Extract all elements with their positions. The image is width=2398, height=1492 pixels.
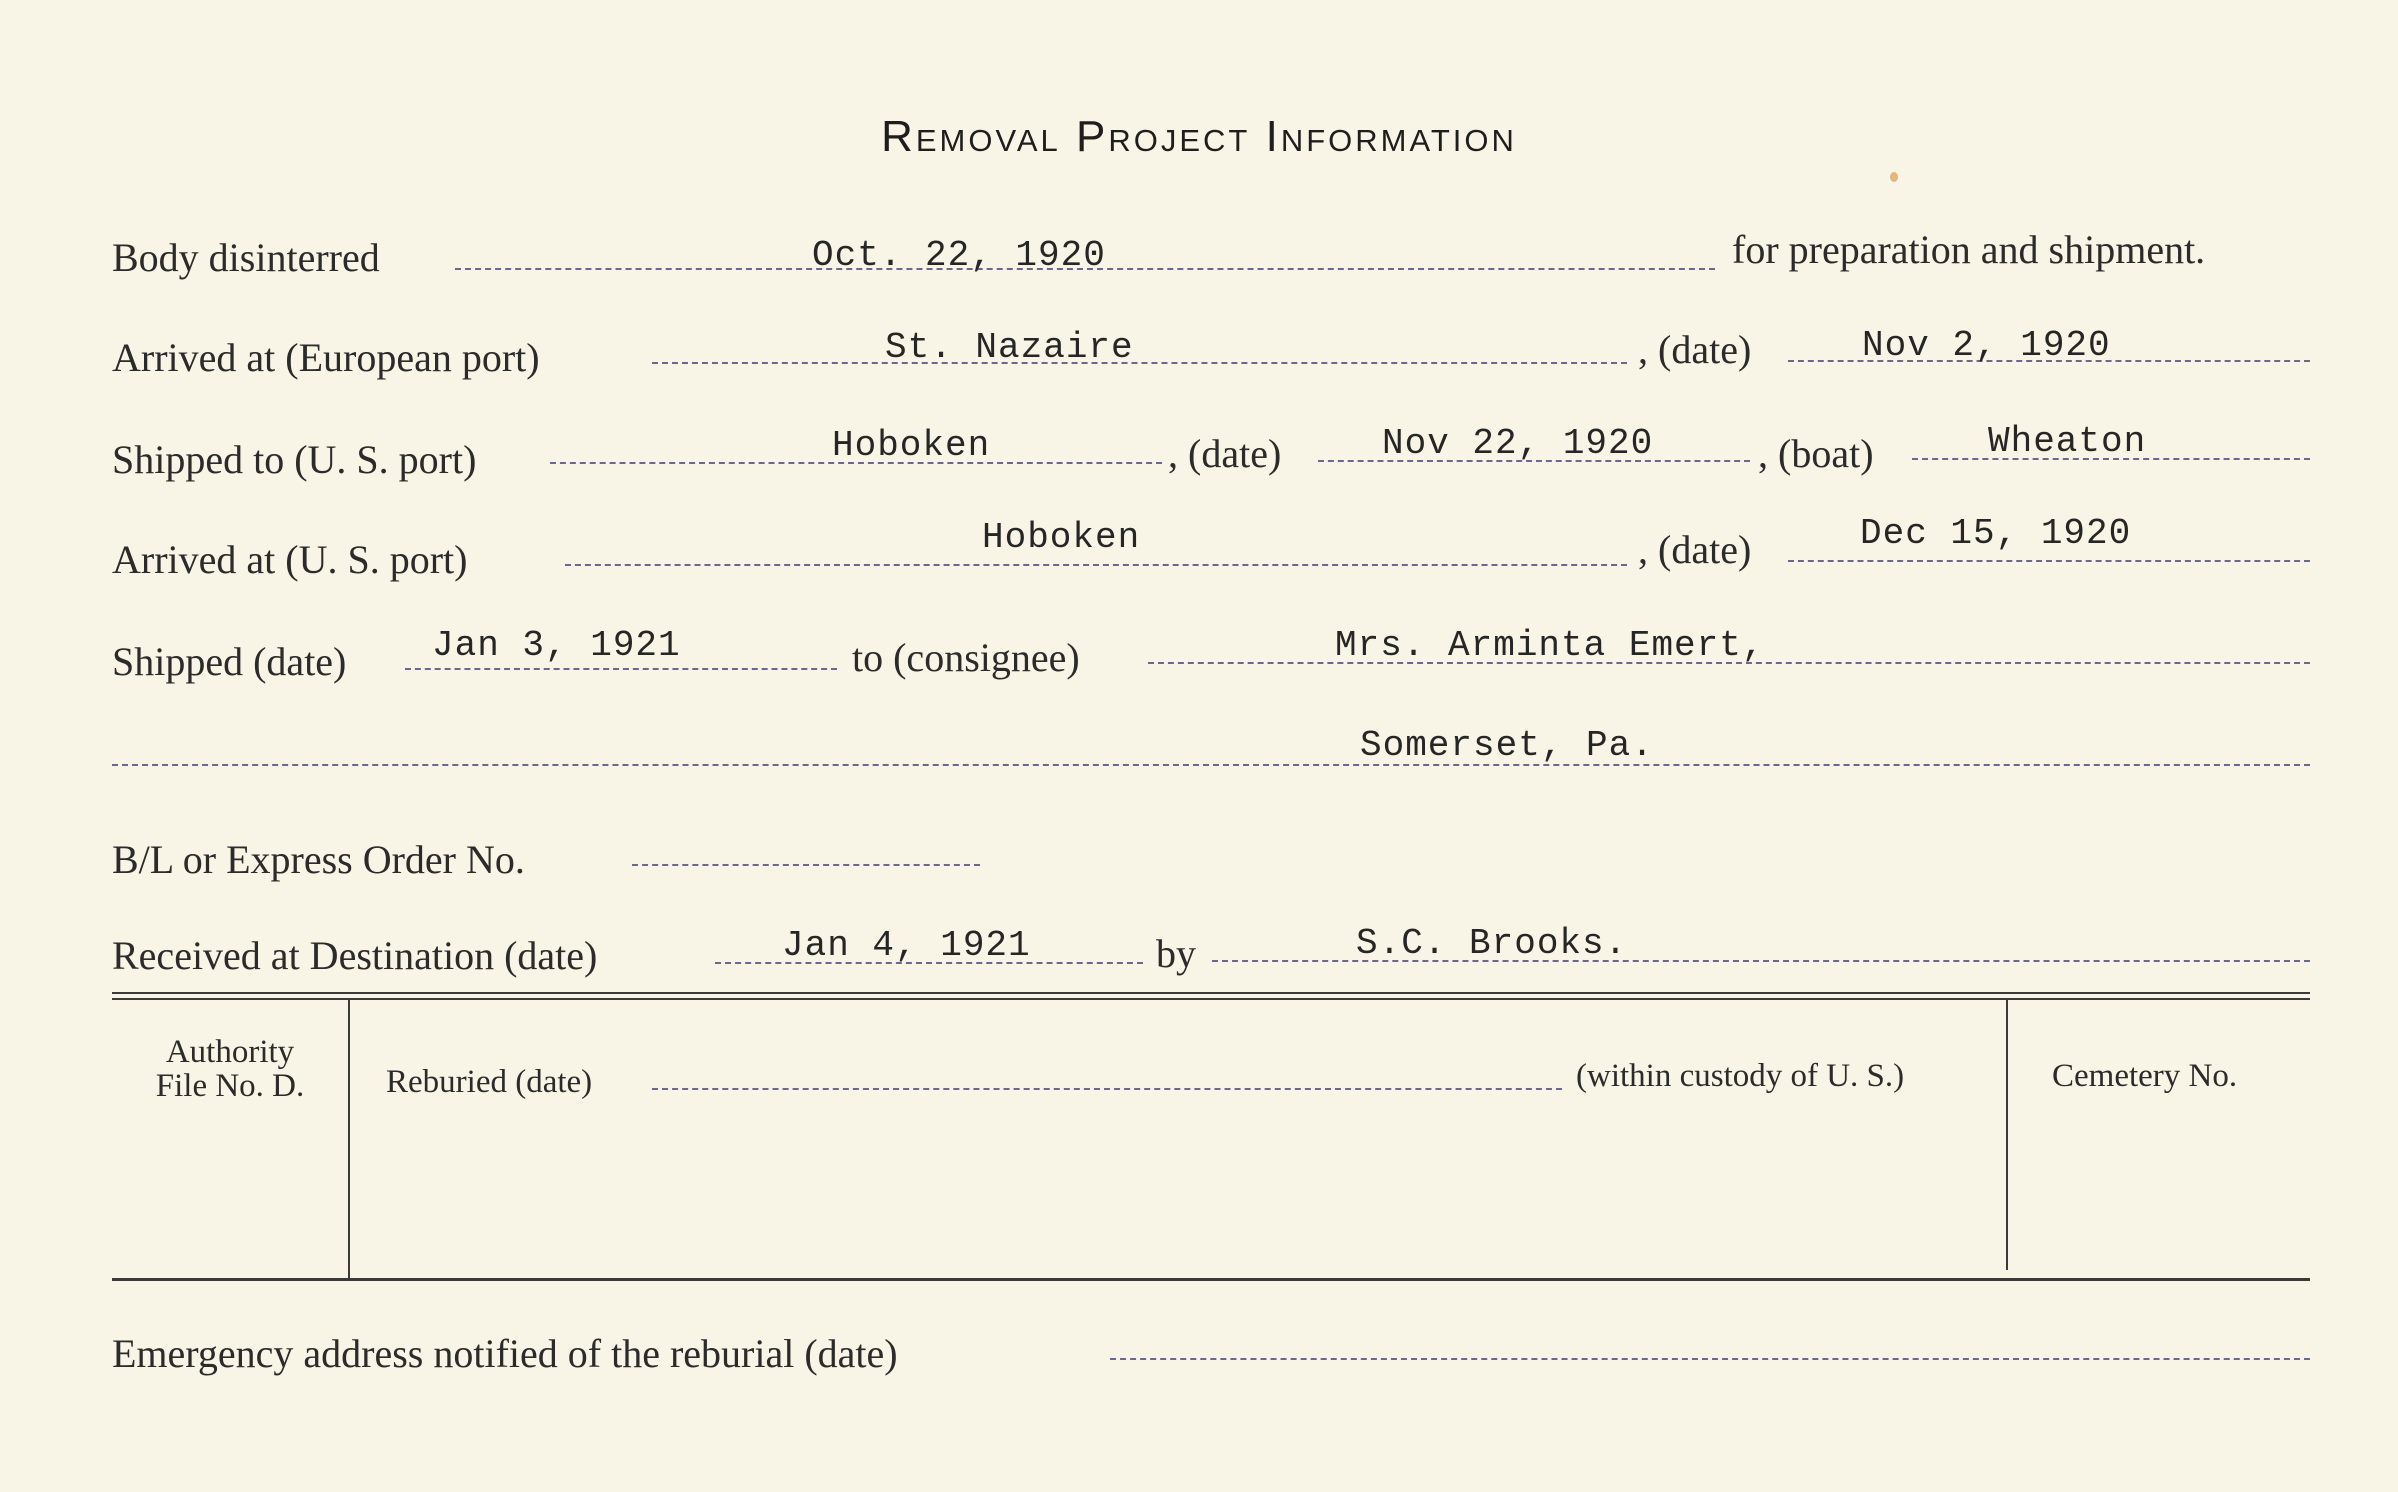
form-title: Removal Project Information (881, 112, 1517, 161)
label-arrived-european: Arrived at (European port) (112, 335, 540, 380)
field-line-emergency (1110, 1358, 2310, 1360)
label-authority: Authority (165, 1034, 295, 1070)
field-line-shipped-date-consignee (405, 668, 837, 670)
value-consignee-name: Mrs. Arminta Emert, (1335, 625, 1765, 666)
value-consignee-address: Somerset, Pa. (1360, 725, 1654, 766)
value-european-port: St. Nazaire (885, 327, 1134, 368)
label-received-destination: Received at Destination (date) (112, 933, 598, 978)
field-line-us-arrival-date (1788, 560, 2310, 562)
label-within-custody: (within custody of U. S.) (1576, 1058, 1905, 1094)
label-reburied-date: Reburied (date) (386, 1064, 593, 1100)
label-date-us-arrival: , (date) (1638, 527, 1752, 572)
label-arrived-us-port: Arrived at (U. S. port) (112, 537, 468, 582)
field-line-consignee-address (112, 764, 2310, 766)
label-for-preparation: for preparation and shipment. (1732, 227, 2206, 272)
label-cemetery-no: Cemetery No. (2052, 1058, 2238, 1094)
field-line-bl-order (632, 864, 980, 866)
value-european-arrival-date: Nov 2, 1920 (1862, 325, 2111, 366)
box-divider-left (348, 1000, 350, 1278)
label-shipped-date: Shipped (date) (112, 639, 347, 684)
label-body-disinterred: Body disinterred (112, 235, 380, 280)
value-us-port-shipped: Hoboken (832, 425, 991, 466)
label-boat: , (boat) (1758, 431, 1874, 476)
value-received-date: Jan 4, 1921 (782, 925, 1031, 966)
label-shipped-us-port: Shipped to (U. S. port) (112, 437, 477, 482)
field-line-european-port (652, 362, 1627, 364)
label-emergency-address: Emergency address notified of the reburial (date) (112, 1331, 898, 1376)
label-date-european: , (date) (1638, 327, 1752, 372)
value-received-by: S.C. Brooks. (1356, 923, 1628, 964)
value-shipped-date-us: Nov 22, 1920 (1382, 423, 1654, 464)
label-by: by (1156, 931, 1196, 976)
value-us-port-arrived: Hoboken (982, 517, 1141, 558)
box-divider-right (2006, 1000, 2008, 1270)
value-disinterred-date: Oct. 22, 1920 (812, 235, 1106, 276)
label-file-no: File No. D. (155, 1068, 305, 1104)
value-us-arrival-date: Dec 15, 1920 (1860, 513, 2132, 554)
paper-stain (1890, 172, 1898, 182)
box-bottom-rule (112, 1278, 2310, 1281)
value-shipped-date: Jan 3, 1921 (432, 625, 681, 666)
label-to-consignee: to (consignee) (852, 635, 1080, 680)
box-top-rule-1 (112, 992, 2310, 994)
label-bl-order: B/L or Express Order No. (112, 837, 525, 882)
value-boat-name: Wheaton (1988, 421, 2147, 462)
field-line-reburied (652, 1088, 1562, 1090)
field-line-us-arrival-port (565, 564, 1627, 566)
label-date-shipped: , (date) (1168, 431, 1282, 476)
box-top-rule-2 (112, 998, 2310, 1000)
